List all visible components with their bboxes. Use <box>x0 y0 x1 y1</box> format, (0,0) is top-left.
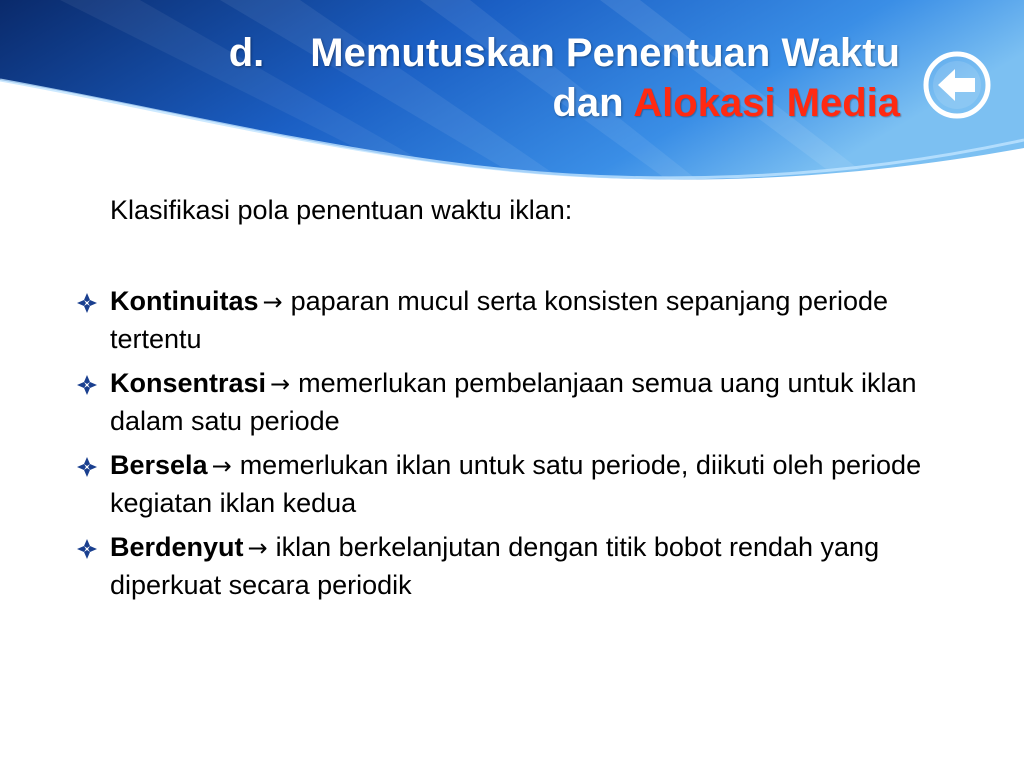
item-term: Berdenyut <box>110 532 244 562</box>
list-item <box>70 529 970 604</box>
item-description: memerlukan pembelanjaan semua uang untuk iklan dalam satu periode <box>110 368 917 436</box>
classification-list <box>70 283 970 611</box>
item-description: paparan mucul serta konsisten sepanjang periode tertentu <box>110 286 888 354</box>
title-line-2 <box>229 78 900 128</box>
title-line-1 <box>229 28 900 78</box>
list-item <box>70 365 970 440</box>
right-arrow-icon: → <box>270 370 291 398</box>
diamond-bullet-icon <box>76 456 98 478</box>
item-description: memerlukan iklan untuk satu periode, diikuti oleh periode kegiatan iklan kedua <box>110 450 922 518</box>
item-term: Bersela <box>110 450 208 480</box>
list-item <box>70 447 970 522</box>
right-arrow-icon: → <box>247 534 268 562</box>
title-text-plain: dan <box>552 81 624 125</box>
title-text-accent: Alokasi Media <box>633 81 900 125</box>
back-arrow-icon[interactable] <box>922 50 992 120</box>
title-text-line-1: Memutuskan Penentuan Waktu <box>310 31 900 75</box>
right-arrow-icon: → <box>211 452 232 480</box>
diamond-bullet-icon <box>76 292 98 314</box>
item-term: Konsentrasi <box>110 368 267 398</box>
item-term: Kontinuitas <box>110 286 259 316</box>
list-item <box>70 283 970 358</box>
title-number: d. <box>228 31 265 75</box>
intro-text: Klasifikasi pola penentuan waktu iklan: <box>110 195 573 225</box>
slide-title <box>229 28 900 128</box>
item-description: iklan berkelanjutan dengan titik bobot rendah yang diperkuat secara periodik <box>110 532 880 600</box>
diamond-bullet-icon <box>76 538 98 560</box>
diamond-bullet-icon <box>76 374 98 396</box>
right-arrow-icon: → <box>262 288 283 316</box>
